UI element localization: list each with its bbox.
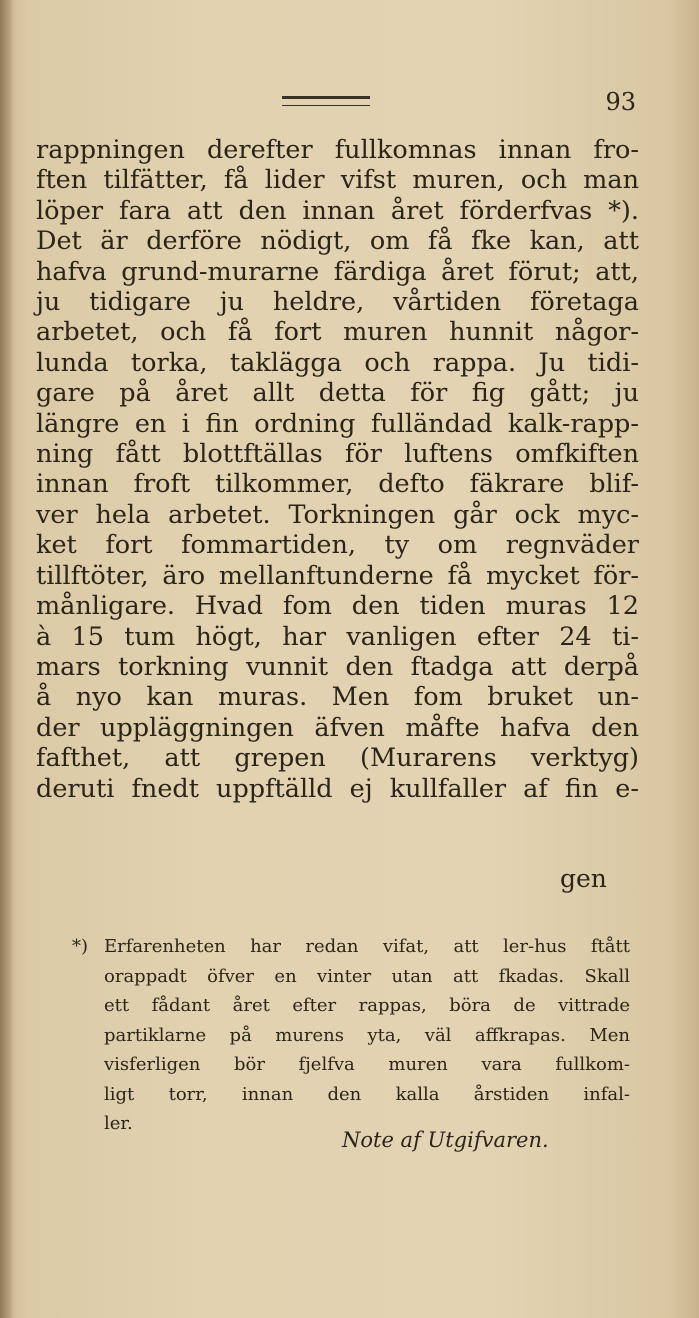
body-text <box>36 135 639 804</box>
text-line: lunda torka, taklägga och rappa. Ju tidi- <box>36 347 639 378</box>
text-line: mars torkning vunnit den ftadga att derpå <box>36 651 639 682</box>
text-line: gare på året allt detta för fig gått; ju <box>36 378 639 409</box>
text-line: arbetet, och få fort muren hunnit någor- <box>36 317 639 348</box>
footnote-line: partiklarne på murens yta, väl affkrapas. Men <box>104 1024 630 1046</box>
footnote-marker: *) <box>72 936 89 957</box>
text-line: deruti fnedt uppftälld ej kullfaller af fin e- <box>36 773 639 804</box>
text-line: rappningen derefter fullkomnas innan fro- <box>36 135 639 165</box>
footnote-line: Erfarenheten har redan vifat, att ler-hus ftått <box>104 936 630 957</box>
text-line: à 15 tum högt, har vanligen efter 24 ti- <box>36 621 639 652</box>
editor-note-signature: Note af Utgifvaren. <box>342 1128 549 1152</box>
text-line: ning fått blottftällas för luftens omfkiften <box>36 439 639 470</box>
text-line: löper fara att den innan året förderfvas *). <box>36 195 639 226</box>
text-line: ften tilfätter, få lider vifst muren, och man <box>36 165 639 196</box>
text-line: å nyo kan muras. Men fom bruket un- <box>36 682 639 713</box>
text-line: ver hela arbetet. Torkningen går ock myc- <box>36 499 639 530</box>
footnote-line: ligt torr, innan den kalla årstiden infal- <box>104 1083 630 1105</box>
footnote-line: orappadt öfver en vinter utan att fkadas. Skall <box>104 965 630 987</box>
text-line: månligare. Hvad fom den tiden muras 12 <box>36 591 639 622</box>
book-spine-shadow <box>0 0 14 1318</box>
text-line: längre en i fin ordning fulländad kalk-rapp- <box>36 408 639 439</box>
text-line: der uppläggningen äfven måfte hafva den <box>36 712 639 743</box>
text-line: ju tidigare ju heldre, vårtiden företaga <box>36 287 639 318</box>
text-line: ket fort fommartiden, ty om regnväder <box>36 530 639 561</box>
page-number: 93 <box>605 88 636 116</box>
text-line: Det är derföre nödigt, om få fke kan, att <box>36 226 639 257</box>
footnote <box>72 932 630 1139</box>
footnote-line: ett fådant året efter rappas, böra de vittrade <box>104 995 630 1016</box>
footnote-line: visferligen bör fjelfva muren vara fullkom- <box>104 1054 630 1075</box>
text-line: hafva grund-murarne färdiga året förut; att, <box>36 256 639 287</box>
text-line: fafthet, att grepen (Murarens verktyg) <box>36 743 639 774</box>
text-line: innan froft tilkommer, defto fäkrare blif- <box>36 469 639 500</box>
text-line: tillftöter, äro mellanftunderne få mycket för- <box>36 560 639 591</box>
footnote-line: ler. <box>104 1113 133 1134</box>
header-rule <box>282 96 370 106</box>
catchword: gen <box>560 864 607 893</box>
